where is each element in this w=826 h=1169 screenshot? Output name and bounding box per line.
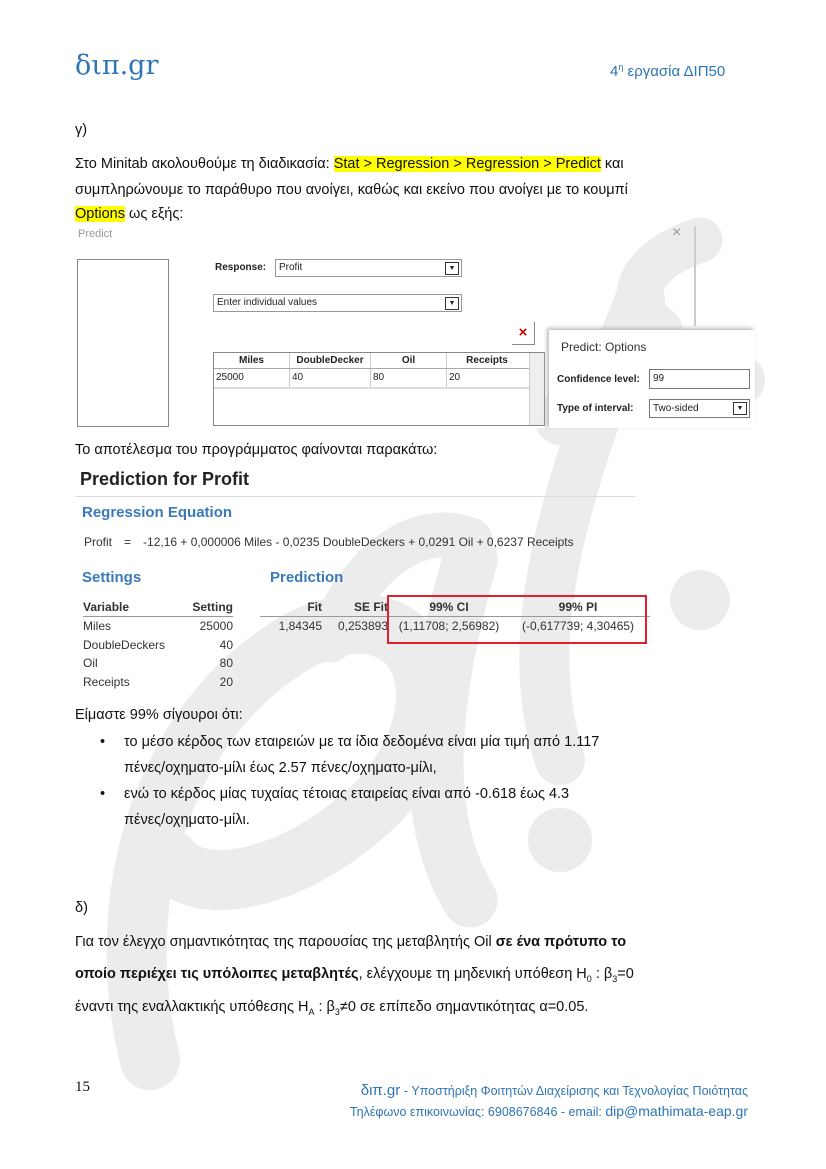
conclusion-list [100, 729, 599, 833]
intro-line-3-text: ως εξής: [124, 206, 184, 222]
settings-heading: Settings [82, 569, 142, 586]
sub: 0 [586, 973, 592, 984]
ci-pi-highlight-box [387, 595, 647, 644]
assignment-number: 4 [610, 63, 619, 80]
sub: 3 [612, 973, 618, 984]
cell[interactable]: 40 [290, 369, 371, 387]
cell[interactable]: 25000 [214, 369, 290, 387]
sub: 3 [334, 1006, 340, 1017]
text: : β [591, 966, 613, 982]
intro-line-2: συμπληρώνουμε το παράθυρο που ανοίγει, καθώς και εκείνο που ανοίγει με το κουμπί [75, 182, 628, 198]
cell[interactable]: 80 [371, 369, 447, 387]
fit-value: 1,84345 [278, 619, 322, 633]
bullet-text: πένες/οχηματο-μίλι. [124, 812, 250, 828]
bold-text: σε ένα πρότυπο το [495, 934, 627, 950]
close-icon[interactable]: × [672, 224, 682, 241]
delete-row-icon[interactable]: × [512, 322, 535, 345]
eq-lhs: Profit [84, 535, 113, 549]
bold-text: οποίο περιέχει τις υπόλοιπες μεταβλητές [75, 966, 359, 982]
col-ci: 99% CI [429, 600, 469, 614]
col-pi: 99% PI [558, 600, 598, 614]
response-value: Profit [279, 262, 303, 273]
footer-line-1: - Υποστήριξη Φοιτητών Διαχείρισης και Τεχνολογίας Ποιότητας [400, 1084, 748, 1098]
prediction-heading: Prediction [270, 569, 344, 586]
col-miles: Miles [214, 353, 290, 368]
col-setting: Setting [192, 600, 233, 614]
text: ≠0 σε επίπεδο σημαντικότητας α=0.05. [339, 999, 589, 1015]
text: : β [314, 999, 335, 1015]
variable-name: DoubleDeckers [83, 637, 166, 652]
options-highlight: Options [75, 206, 125, 222]
table-row [83, 617, 233, 636]
response-label: Response: [215, 262, 267, 273]
table-row [83, 636, 233, 655]
text: Για τον έλεγχο σημαντικότητας της παρουσίας της μεταβλητής Oil [75, 934, 496, 950]
bullet-text: ενώ το κέρδος μίας τυχαίας τέτοιας εταιρείας είναι από -0.618 έως 4.3 [124, 786, 570, 802]
dialog-border [694, 226, 696, 326]
mode-select[interactable] [213, 294, 462, 312]
variable-name: Receipts [83, 674, 130, 689]
settings-table [83, 598, 233, 691]
chevron-down-icon: ▼ [445, 262, 459, 275]
setting-value: 20 [219, 674, 233, 689]
intro-line-1 [75, 151, 624, 177]
output-title: Prediction for Profit [80, 469, 250, 489]
setting-value: 25000 [199, 619, 233, 633]
variable-name: Miles [83, 619, 112, 633]
table-row [214, 369, 544, 389]
header-logo: διπ.gr [75, 50, 159, 81]
table-row [83, 673, 233, 692]
footer [350, 1081, 748, 1122]
interval-value: Two-sided [653, 403, 699, 414]
minitab-output [75, 465, 655, 697]
predict-dialog [75, 226, 545, 428]
list-item [100, 781, 599, 833]
header-assignment [610, 62, 725, 80]
text: =0 [617, 966, 634, 982]
predict-dialog-title: Predict [78, 228, 113, 240]
intro-text-end: και [600, 156, 624, 172]
section-d-label: δ) [75, 900, 88, 916]
section-c-label: γ) [75, 122, 88, 138]
conclusion-intro: Είμαστε 99% σίγουροι ότι: [75, 707, 243, 723]
assignment-sup: η [618, 62, 624, 72]
sub: A [308, 1006, 315, 1017]
bullet-icon: • [100, 786, 106, 802]
bullet-icon: • [100, 734, 106, 750]
intro-text: Στο Minitab ακολουθούμε τη διαδικασία: [75, 156, 334, 172]
text: , ελέγχουμε τη μηδενική υπόθεση H [358, 966, 587, 982]
equation-heading: Regression Equation [82, 504, 233, 521]
section-d-line-3 [75, 994, 588, 1020]
ci-value: (1,11708; 2,56982) [398, 619, 500, 633]
se-fit-value: 0,253893 [337, 619, 388, 633]
col-oil: Oil [371, 353, 447, 368]
table-row [83, 654, 233, 673]
values-grid[interactable] [213, 352, 545, 426]
interval-label: Type of interval: [557, 403, 634, 414]
section-d-line-2 [75, 961, 634, 987]
interval-select[interactable] [649, 399, 750, 418]
response-select[interactable] [275, 259, 462, 277]
col-fit: Fit [307, 600, 322, 614]
assignment-title: εργασία ΔΙΠ50 [623, 63, 726, 80]
footer-brand: διπ.gr [360, 1082, 401, 1099]
eq-rhs: -12,16 + 0,000006 Miles - 0,0235 DoubleDeckers + 0,0291 Oil + 0,6237 Receipts [143, 535, 574, 549]
col-se-fit: SE Fit [353, 600, 388, 614]
col-receipts: Receipts [466, 355, 508, 366]
col-doubledecker: DoubleDecker [290, 353, 371, 368]
result-intro: Το αποτέλεσμα του προγράμματος φαίνονται παρακάτω: [75, 442, 438, 458]
setting-value: 40 [219, 637, 233, 652]
pi-value: (-0,617739; 4,30465) [521, 619, 635, 633]
divider [75, 496, 635, 497]
options-dialog [549, 330, 755, 428]
variables-list[interactable] [77, 259, 169, 427]
regression-equation [84, 534, 574, 550]
menu-path-highlight: Stat > Regression > Regression > Predict [333, 156, 601, 172]
confidence-input[interactable]: 99 [649, 369, 750, 389]
grid-scrollbar[interactable] [529, 353, 544, 425]
col-variable: Variable [83, 600, 130, 614]
bullet-text: πένες/οχηματο-μίλι έως 2.57 πένες/οχηματο-μίλι, [124, 760, 437, 776]
footer-email-link[interactable]: dip@mathimata-eap.gr [605, 1103, 748, 1119]
mode-value: Enter individual values [217, 297, 318, 308]
variable-name: Oil [83, 656, 98, 670]
section-d-line-1 [75, 929, 626, 955]
cell[interactable]: 20 [449, 372, 461, 383]
setting-value: 80 [219, 656, 233, 670]
confidence-label: Confidence level: [557, 374, 640, 385]
list-item [100, 729, 599, 781]
chevron-down-icon: ▼ [445, 297, 459, 310]
options-dialog-title: Predict: Options [561, 340, 647, 354]
text: έναντι της εναλλακτικής υπόθεσης H [75, 999, 309, 1015]
page-number: 15 [75, 1079, 90, 1095]
footer-contact: Τηλέφωνο επικοινωνίας: 6908676846 - email: [349, 1105, 606, 1119]
eq-sign: = [124, 535, 132, 549]
chevron-down-icon: ▼ [733, 402, 747, 415]
settings-rows [83, 617, 233, 691]
bullet-text: το μέσο κέρδος των εταιρειών με τα ίδια δεδομένα είναι μία τιμή από 1.117 [124, 734, 600, 750]
intro-line-3 [75, 203, 183, 225]
